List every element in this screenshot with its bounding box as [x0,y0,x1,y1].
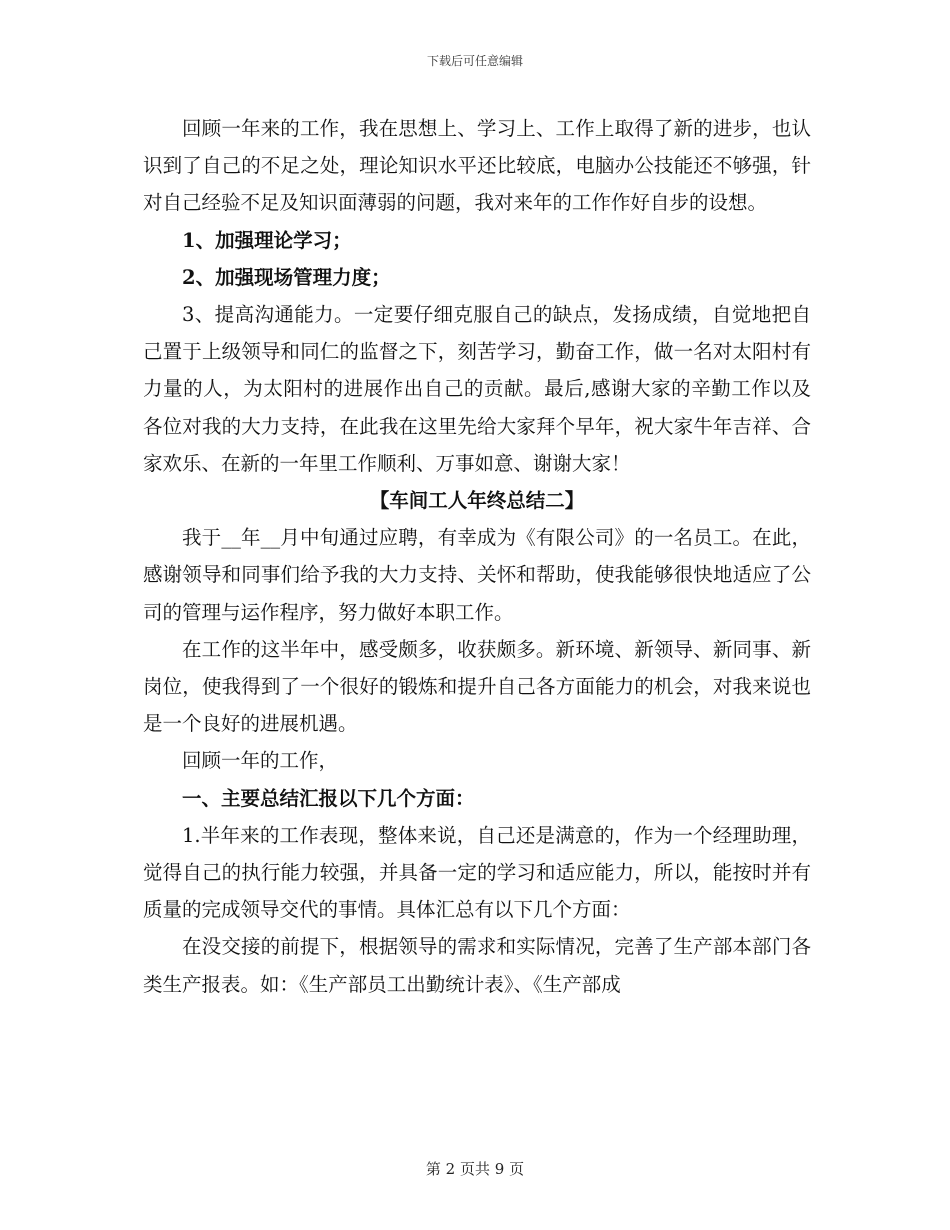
paragraph-review: 回顾一年来的工作，我在思想上、学习上、工作上取得了新的进步，也认识到了自己的不足之处，理论知识水平还比较底，电脑办公技能还不够强，针对自己经验不足及知识面薄弱的问题，我对来年的工作作好自步的设想。 [143,117,811,215]
item-site-management: 2、加强现场管理力度； [182,265,391,289]
subheading-summary: 一、主要总结汇报以下几个方面： [182,786,475,810]
paragraph-reports: 在没交接的前提下，根据领导的需求和实际情况，完善了生产部本部门各类生产报表。如：《生产部员工出勤统计表》、《生产部成 [143,935,811,996]
paragraph-experience: 在工作的这半年中，感受颇多，收获颇多。新环境、新领导、新同事、新岗位，使我得到了一个很好的锻炼和提升自己各方面能力的机会，对我来说也是一个良好的进展机遇。 [143,637,811,736]
paragraph-joined: 我于__年__月中旬通过应聘，有幸成为《有限公司》的一名员工。在此，感谢领导和同事们给予我的大力支持、关怀和帮助，使我能够很快地适应了公司的管理与运作程序，努力做好本职工作。 [143,526,811,624]
item-theory-study: 1、加强理论学习； [182,228,352,252]
paragraph-performance: 1.半年来的工作表现，整体来说，自己还是满意的，作为一个经理助理，觉得自己的执行能力较强，并具备一定的学习和适应能力，所以，能按时并有质量的完成领导交代的事情。具体汇总有以下几个方面： [143,823,811,922]
paragraph-communication: 3、提高沟通能力。一定要仔细克服自己的缺点，发扬成绩，自觉地把自己置于上级领导和同仁的监督之下，刻苦学习，勤奋工作，做一名对太阳村有力量的人，为太阳村的进展作出自己的贡献。最后,感谢大家的辛勤工作以及各位对我的大力支持，在此我在这里先给大家拜个早年，祝大家牛年吉祥、合家欢乐、在新的一年里工作顺利、万事如意、谢谢大家！ [143,303,811,475]
section-heading: 【车间工人年终总结二】 [369,489,585,513]
document-body [143,110,811,1003]
paragraph-review-year: 回顾一年的工作， [182,749,339,773]
page-header: 下载后可任意编辑 [426,54,523,68]
page-footer: 第 2 页共 9 页 [425,1160,525,1178]
